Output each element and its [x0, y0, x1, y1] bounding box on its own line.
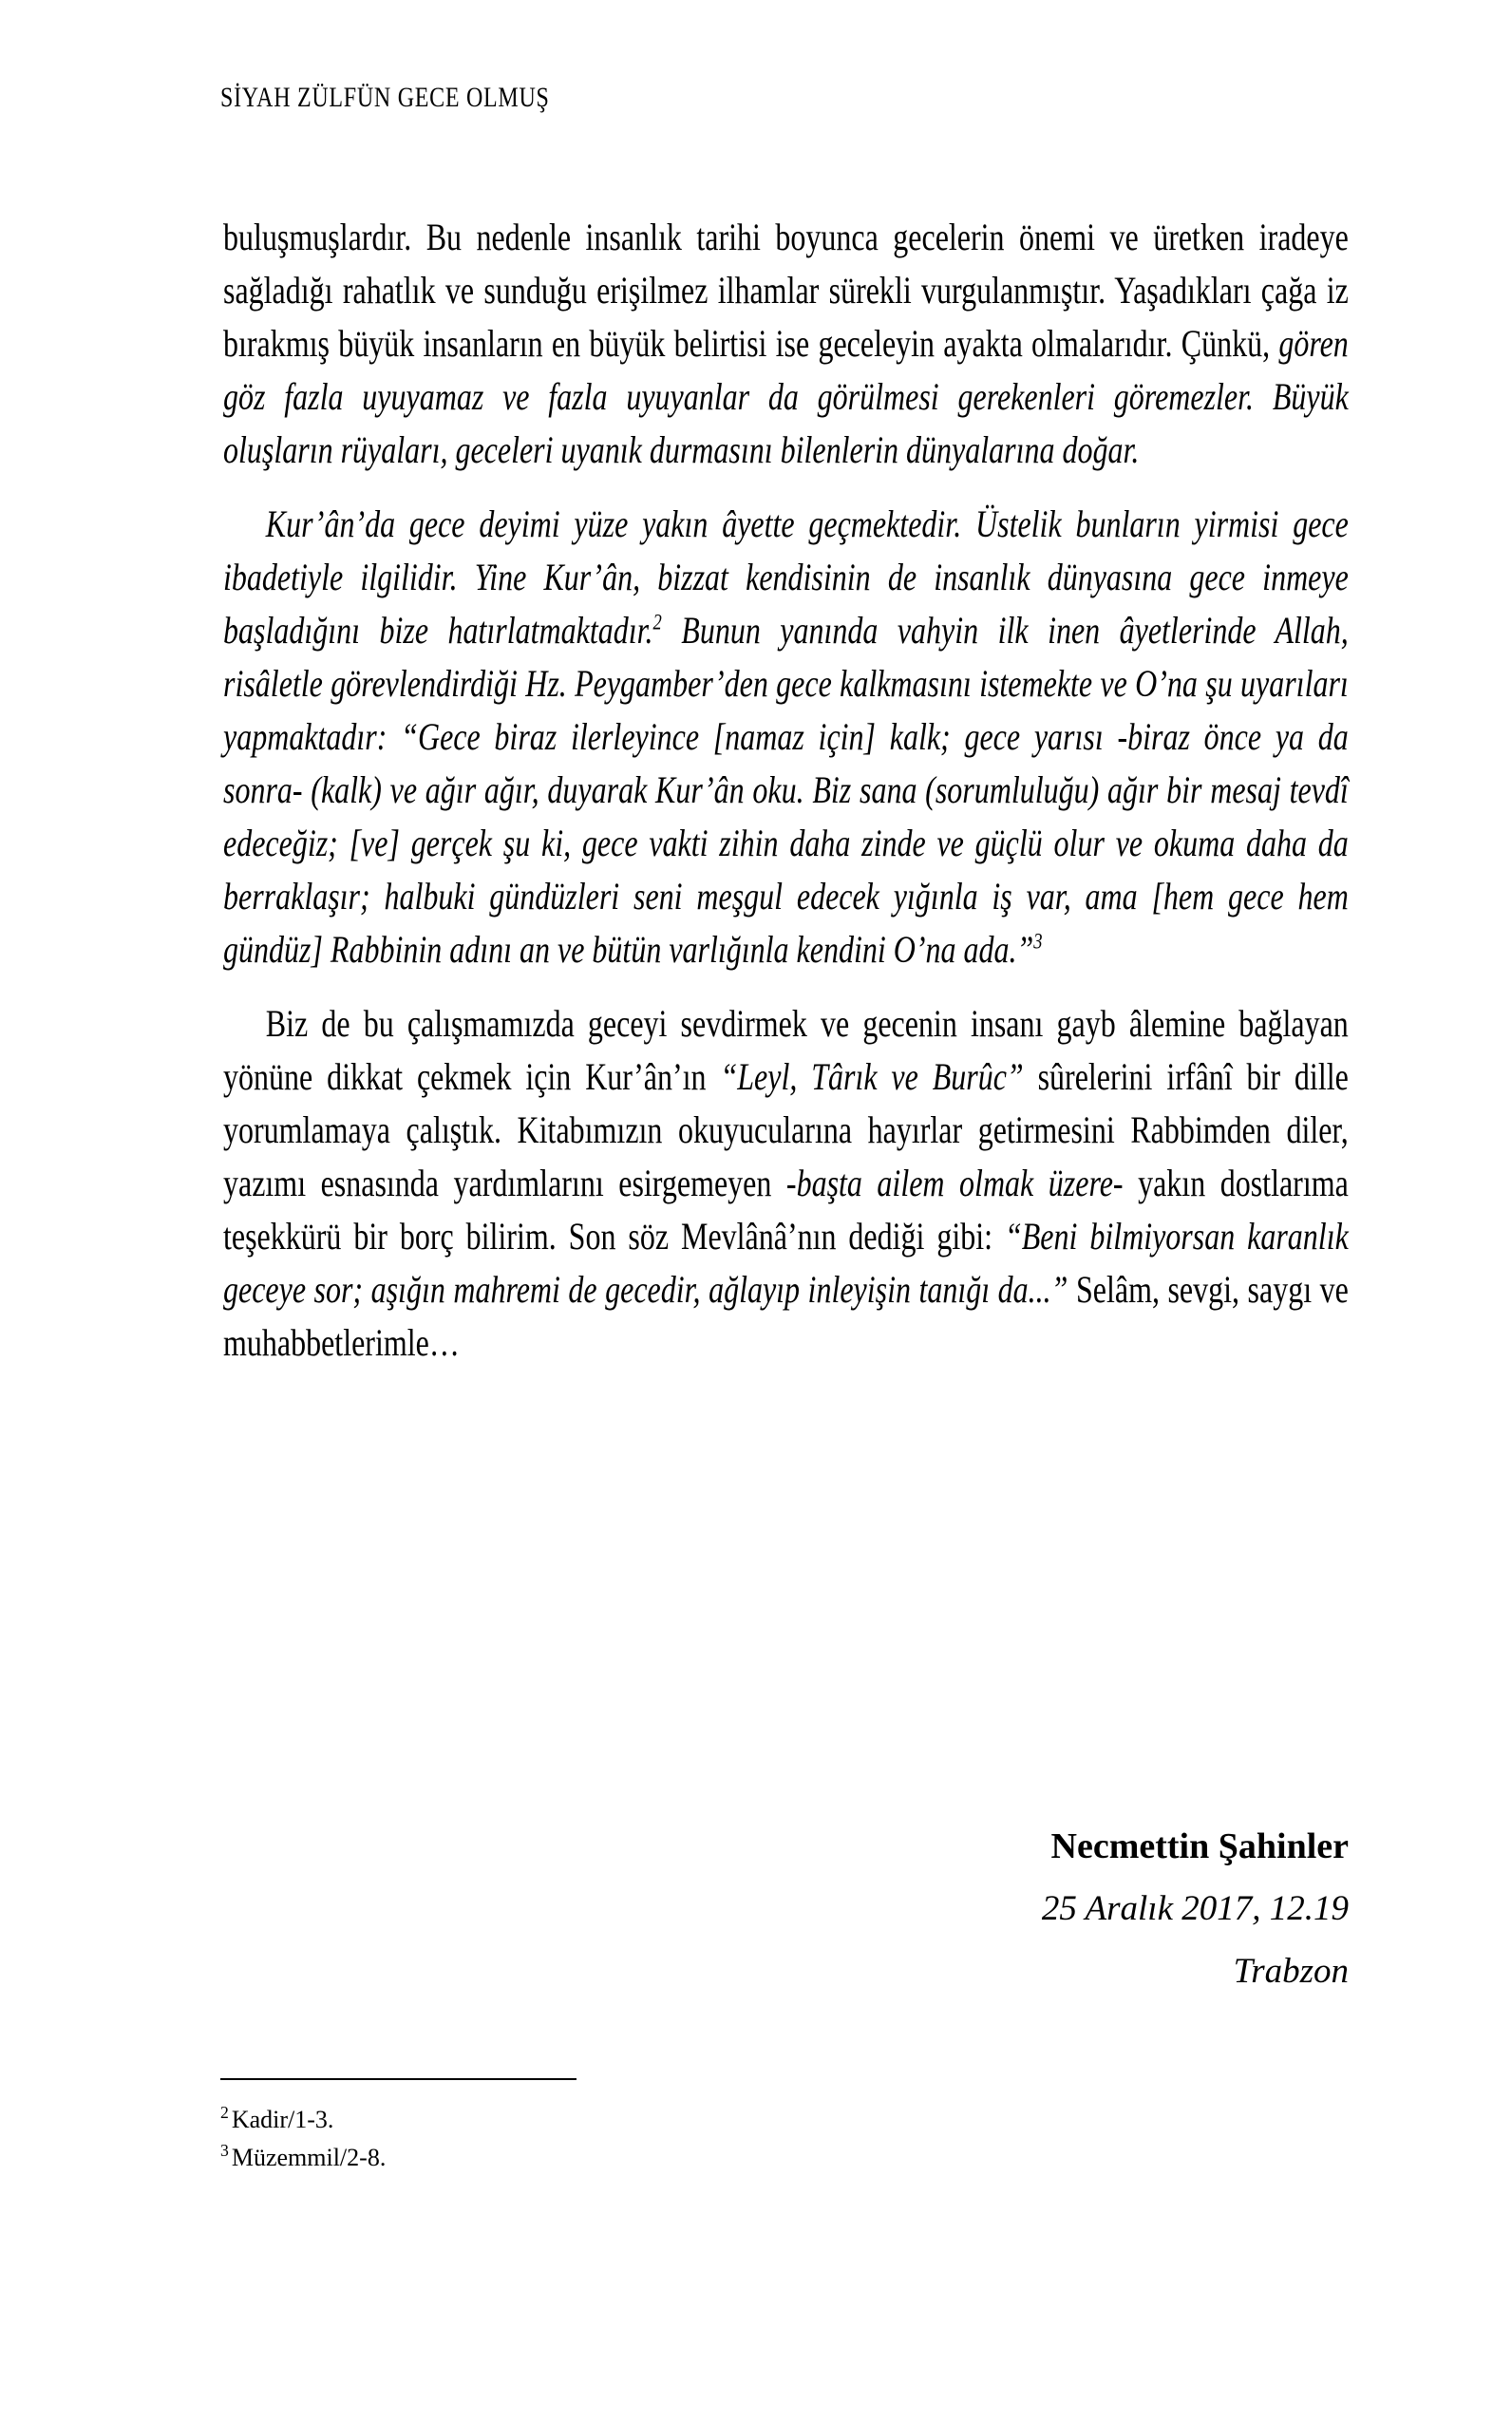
footnote-marker: 2 — [220, 2103, 229, 2123]
paragraph-3-family-aside: başta ailem olmak üzere- — [796, 1162, 1124, 1204]
running-header: SİYAH ZÜLFÜN GECE OLMUŞ — [220, 82, 550, 113]
signature-block — [223, 1819, 1349, 1999]
paragraph-3-regular-segment-b: sûrelerini irfânî bir dille yorumlamaya çalıştık. Kitabımızın okuyucularına hayırlar getirmesini Rabbimden diler, yazımı esnasında yardımlarını esirgemeyen - — [223, 1055, 1349, 1204]
paragraph-1-italic-segment: gören göz fazla uyuyamaz ve fazla uyuyanlar da görülmesi gerekenleri göremezler. Büyük oluşların rüyaları, geceleri uyanık durmasını bilenlerin dünyalarına doğar. — [223, 322, 1349, 471]
footnote-item — [220, 2139, 1346, 2177]
paragraph-3-regular-segment-d: Selâm, sevgi, saygı ve muhabbetlerimle… — [223, 1268, 1349, 1364]
paragraph-2-italic-segment-b: Bunun yanında vahyin ilk inen âyetlerinde Allah, risâletle görevlendirdiği Hz. Peygamber’den gece kalkmasını istemekte ve O’na şu uyarıları yapmaktadır: “Gece biraz ilerleyince [namaz için] kalk; gece yarısı -biraz önce ya da sonra- (kalk) ve ağır ağır, duyarak Kur’ân oku. Biz sana (sorumluluğu) ağır bir mesaj tevdî edeceğiz; [ve] gerçek şu ki, gece vakti zihin daha zinde ve güçlü olur ve okuma daha da berraklaşır; halbuki gündüzleri seni meşgul edecek yığınla iş var, ama [hem gece hem gündüz] Rabbinin adını an ve bütün varlığınla kendini O’na ada.” — [223, 609, 1349, 971]
paragraph-3-mevlana-quote: “Beni bilmiyorsan karanlık geceye sor; aşığın mahremi de gecedir, ağlayıp inleyişin tanığı da...” — [223, 1215, 1349, 1311]
author-name: Necmettin Şahinler — [1050, 1826, 1349, 1866]
paragraph-closing-remarks — [223, 997, 1349, 1370]
paragraph-2-italic-segment-a: Kur’ân’da gece deyimi yüze yakın âyette geçmektedir. Üstelik bunların yirmisi gece ibadetiyle ilgilidir. Yine Kur’ân, bizzat kendisinin de insanlık dünyasına gece inmeye başladığını bize hatırlatmaktadır. — [223, 502, 1349, 652]
paragraph-3-regular-segment-c: yakın dostlarıma teşekkürü bir borç bilirim. Son söz Mevlânâ’nın dediği gibi: — [223, 1162, 1349, 1258]
footnote-reference-2[interactable]: 2 — [652, 610, 662, 635]
footnote-reference-3[interactable]: 3 — [1033, 929, 1043, 955]
signature-place: Trabzon — [1233, 1952, 1349, 1991]
footnote-area — [220, 2078, 1346, 2177]
paragraph-3-sura-names: “Leyl, Târık ve Burûc” — [720, 1055, 1024, 1098]
footnote-item — [220, 2101, 1346, 2139]
paragraph-quran-night — [223, 498, 1349, 976]
footnote-text: Müzemmil/2-8. — [231, 2144, 387, 2171]
signature-date: 25 Aralık 2017, 12.19 — [1041, 1889, 1349, 1928]
footnote-separator-rule — [220, 2078, 576, 2080]
paragraph-continuation — [223, 211, 1349, 477]
paragraph-1-regular-segment: buluşmuşlardır. Bu nedenle insanlık tarihi boyunca gecelerin önemi ve üretken iradeye sağladığı rahatlık ve sunduğu erişilmez ilhamlar sürekli vurgulanmıştır. Yaşadıkları çağa iz bırakmış büyük insanların en büyük belirtisi ise geceleyin ayakta olmalarıdır. Çünkü, — [223, 216, 1349, 365]
paragraph-3-regular-segment-a: Biz de bu çalışmamızda geceyi sevdirmek ve gecenin insanı gayb âlemine bağlayan yönüne dikkat çekmek için Kur’ân’ın — [223, 1002, 1349, 1098]
footnote-marker: 3 — [220, 2141, 229, 2161]
body-text-column — [223, 211, 1349, 1370]
footnote-text: Kadir/1-3. — [231, 2106, 334, 2133]
